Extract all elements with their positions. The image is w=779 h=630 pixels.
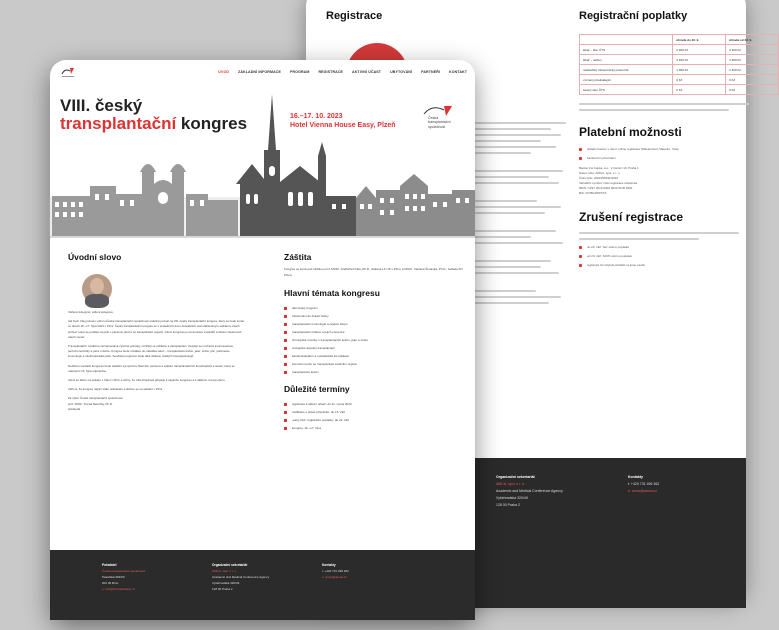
table-row (580, 75, 779, 85)
fee-table (579, 34, 779, 95)
platebni-item-1: bankovním převodem (587, 156, 616, 160)
zruseni-item: registraci lze kdykoli přeřadit na jinou osobu (587, 263, 646, 267)
nav-item[interactable]: AKTIVNÍ ÚČAST (352, 70, 382, 74)
nav-item[interactable]: PROGRAM (290, 70, 310, 74)
table-cell: úhrada do 22. 9. (673, 35, 726, 45)
table-cell: 2 900 Kč (673, 45, 726, 55)
footer-org-title: Organizační sekretariát (212, 563, 248, 567)
table-cell: lékař – člen ČTS (580, 45, 673, 55)
back-footer-org-line: 128 00 Praha 2 (496, 503, 520, 507)
nav-item[interactable]: PARTNEŘI (421, 70, 440, 74)
terminy-list (284, 400, 464, 432)
back-footer-org-line: Vyšehradská 320/49 (496, 496, 528, 500)
list-item (579, 254, 779, 258)
topic-item: zařazování do čekací listiny (284, 312, 464, 320)
uvodni-sign1: Za výbor České transplantační společnosti (68, 396, 123, 401)
footer-porad-title: Pořadatel (102, 563, 117, 567)
back-footer-email[interactable]: e: amca@amca.cz (628, 489, 658, 493)
bank-line: IBAN: CZ37 2010 0000 0020 0105 5491 (579, 186, 633, 190)
hero-banner (50, 86, 475, 238)
back-footer-contact-title: Kontakty (628, 475, 643, 479)
footer-org-line[interactable]: AMCA, spol. s r. o. (212, 569, 237, 573)
deadline-item: „early bird“ registrační poplatky: do 22. září (284, 416, 464, 424)
uvodni-p4: Velmi se těším na setkání s Vámi v Plzni a věřím, že Váš příspěvek přispěje k úspěchu kongresu a k dalšímu rozvoji oboru. (68, 378, 226, 383)
table-cell: 3 400 Kč (726, 45, 779, 55)
back-footer-org-title: Organizační sekretariát (496, 475, 535, 479)
uvodni-text (68, 310, 244, 412)
uvodni-p3: Nedílnou součástí kongresu bude satelitní sympozium hlavního partnera a setkání transplantačních koordinátorů a sester, které se uskuteční 16. října odpoledne. (68, 363, 235, 373)
footer-phone: t: +420 731 496 362 (322, 569, 349, 573)
footer-org-line: Academic and Medical Conference Agency (212, 575, 270, 579)
platebni-title: Platební možnosti (579, 125, 682, 139)
hero-title-line1: VIII. český (60, 96, 143, 115)
table-cell: 1 900 Kč (673, 65, 726, 75)
registrace-title: Registrace (326, 10, 383, 22)
terminy-title: Důležité termíny (284, 384, 350, 394)
bank-details (579, 166, 779, 196)
uvodni-p5: Věříme, že kongres naplní Vaše očekávání a těšíme se na setkání v Plzni (68, 387, 163, 392)
bank-line: Číslo účtu: 2001055491/2010 (579, 176, 619, 180)
table-cell: 0 Kč (726, 85, 779, 95)
uvodni-title: Úvodní slovo (68, 252, 122, 262)
avatar (82, 274, 112, 304)
footer-porad-line: Pekařská 664/53 (102, 575, 125, 579)
topic-item: urologické aspekty transplantací (284, 344, 464, 352)
hero-venue: Hotel Vienna House Easy, Plzeň (290, 122, 396, 129)
bank-line: Název účtu: AMCA, spol. s r. o. (579, 171, 621, 175)
table-cell: úhrada od 23. 9. (726, 35, 779, 45)
topic-item: transplantace ledvin (284, 368, 464, 376)
uvodni-p2: Transplantační medicína zaznamenává výrazné pokroky, rozšiřují se indikace k transplantaci, zlepšují se možnosti imunosuprese, perfuzní techniky a péče o dárce. Kongres bude rozdělen do několika sekcí – transplantace ledvin, jater, srdce, plic, pankreatu, imunologie a ošetřovatelská péče. Součástí programu bude také diskuse mladých transplantologů. (68, 344, 234, 359)
deadline-item: notifikace o přijetí příspěvku: do 15. září (284, 408, 464, 416)
cts-logo-icon[interactable] (60, 65, 76, 81)
cts-hero-logo-text: Česká transplantační společnost (428, 116, 451, 129)
topic-item: kardiovaskulární a metabolické komplikace (284, 352, 464, 360)
footer-porad-line: 602 00 Brno (102, 581, 119, 585)
footer-email[interactable]: e: amca@amca.cz (322, 575, 347, 579)
zastita-title: Záštita (284, 252, 312, 262)
footer-org-line: Vyšehradská 320/49 (212, 581, 240, 585)
list-item (579, 263, 779, 267)
bank-line: BIC: FIOBCZPPXXX (579, 191, 607, 195)
table-cell (580, 35, 673, 45)
front-page-preview (50, 60, 475, 620)
table-row (580, 65, 779, 75)
footer-org (212, 562, 269, 592)
nav-item[interactable]: REGISTRACE (318, 70, 344, 74)
list-item (579, 245, 779, 249)
back-footer-org-line[interactable]: AMCA, spol. s r. o. (496, 482, 525, 486)
right-column (284, 252, 464, 432)
footer-porad-line[interactable]: Česká transplantační společnost (102, 569, 146, 573)
topic-item: chirurgické novinky v transplantacích ledvin, jater a srdce (284, 336, 464, 344)
uvodni-slovo-column (68, 252, 244, 416)
list-item (579, 156, 779, 160)
nav-item[interactable]: ÚVOD (218, 70, 230, 74)
table-cell: 3 400 Kč (673, 55, 726, 65)
table-cell: 0 Kč (726, 75, 779, 85)
uvodni-greeting: Vážené kolegyně, vážení kolegové, (68, 310, 114, 314)
back-footer-org (496, 474, 563, 509)
table-cell: 0 Kč (673, 85, 726, 95)
poplatky-column (579, 10, 779, 272)
table-cell: lékař – nečlen (580, 55, 673, 65)
hero-title-line2 (60, 114, 247, 134)
hero-date-venue (290, 112, 396, 130)
footer-porad-email[interactable]: e: info@transplantace.cz (102, 587, 136, 591)
list-item (579, 147, 779, 151)
nav-item[interactable]: KONTAKT (449, 70, 467, 74)
zruseni-title: Zrušení registrace (579, 210, 684, 224)
topic-item: transplantační infekce a jejich prevence (284, 328, 464, 336)
zastita-text: Kongres se koná pod záštitou prof. MUDr. Jindřicha Finka, Ph.D., děkana LF UK v Plzni, a MUDr. Václava Šimánka, Ph.D., ředitele FN Plzeň. (284, 267, 463, 277)
table-cell: 3 900 Kč (726, 55, 779, 65)
hero-date: 16.–17. 10. 2023 (290, 113, 343, 120)
zruseni-list (579, 245, 779, 267)
top-navigation (50, 60, 475, 86)
temata-title: Hlavní témata kongresu (284, 288, 380, 298)
zruseni-item: od 23. září: 100% storno poplatek (587, 254, 632, 258)
table-row (580, 35, 779, 45)
hero-title-red: transplantační (60, 114, 177, 133)
deadline-item: registrace k aktivní účasti: do 31. srpna 2023 (284, 400, 464, 408)
table-cell: čestný člen ČTS (580, 85, 673, 95)
deadline-item: kongres: 16.–17. října (284, 424, 464, 432)
zruseni-item: do 22. září: bez storno poplatku (587, 245, 630, 249)
poplatky-title: Registrační poplatky (579, 10, 688, 22)
nav-item[interactable]: UBYTOVÁNÍ (390, 70, 413, 74)
registrace-text-lines (471, 118, 581, 308)
uvodni-p1: rád bych Vás jménem výboru České transplantační společnosti srdečně pozval na VIII. český transplantační kongres, který se bude konat ve dnech 16.–17. října 2023 v Plzni. Český transplantační kongres se v posledních dvou desetiletích stal etablovaným setkáním všech profesí, které se podílejí na péči o pacienty před a po transplantaci orgánů. Cílem kongresu je prezentace výsledků a sdílení zkušeností všech center. (68, 319, 244, 339)
footer-poradatel (102, 562, 145, 592)
cts-hero-logo (422, 104, 462, 132)
registrace-column (326, 10, 561, 22)
topic-item: transplantační imunologie a rejekce štěpu (284, 320, 464, 328)
nav-menu (209, 70, 467, 74)
topic-item: intenzivní péče po transplantaci solidního orgánu (284, 360, 464, 368)
footer-contacts (322, 562, 349, 580)
bank-line: Variabilní symbol: číslo registrace účastníka (579, 181, 638, 185)
nav-item[interactable]: ZÁKLADNÍ INFORMACE (238, 70, 281, 74)
table-row (580, 45, 779, 55)
hero-title-rest: kongres (176, 114, 248, 133)
back-footer-phone: t: +420 731 496 362 (628, 482, 660, 486)
table-cell: nelékařský zdravotnický pracovník (580, 65, 673, 75)
bank-line: Banka: Fio banka, a.s., V Celnici 10, Praha 1 (579, 166, 639, 170)
back-footer-contacts (628, 474, 659, 495)
table-cell: 0 Kč (673, 75, 726, 85)
platebni-item-0: platební kartou v rámci online registrace (MasterCard, Maestro, Visa) (587, 147, 679, 151)
front-footer (50, 550, 475, 620)
footer-contact-title: Kontakty (322, 563, 336, 567)
uvodni-sign2: prof. MUDr. Tomáš Reischig, Ph.D. (68, 401, 113, 406)
table-row (580, 55, 779, 65)
table-cell: vyzvaný přednášející (580, 75, 673, 85)
back-footer-org-line: Academic and Medical Conference Agency (496, 489, 563, 493)
footer-org-line: 128 00 Praha 2 (212, 587, 233, 591)
temata-list (284, 304, 464, 376)
uvodni-sign3: předseda (68, 406, 81, 411)
table-row (580, 85, 779, 95)
table-cell: 2 400 Kč (726, 65, 779, 75)
topic-item: dárcovský program (284, 304, 464, 312)
